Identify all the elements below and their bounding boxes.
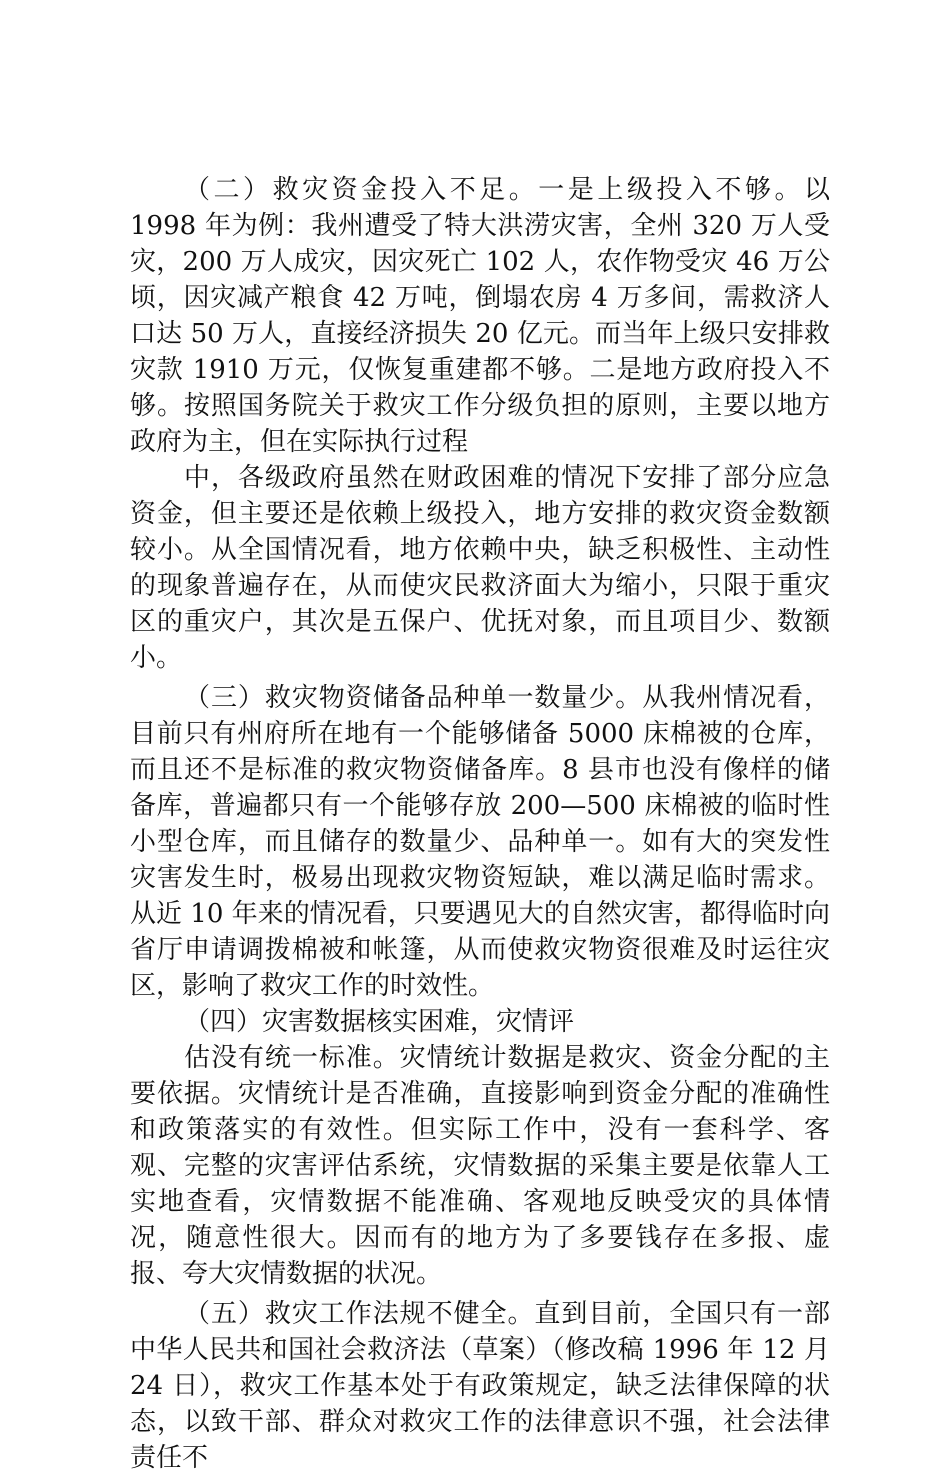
paragraph-data-verification-heading: （四）灾害数据核实困难，灾情评	[184, 1007, 575, 1037]
paragraph-assessment-standard: 估没有统一标准。灾情统计数据是救灾、资金分配的主要依据。灾情统计是否准确，直接影响到资金分配的准确性和政策落实的有效性。但实际工作中，没有一套科学、客观、完整的灾害评估系统，灾情数据的采集主要是依靠人工实地查看，灾情数据不能准确、客观地反映受灾的具体情况，随意性很大。因而有的地方为了多要钱存在多报、虚报、夸大灾情数据的状况。	[130, 1043, 830, 1289]
document-body	[130, 172, 830, 1476]
paragraph-material-reserve: （三）救灾物资储备品种单一数量少。从我州情况看，目前只有州府所在地有一个能够储备 5000 床棉被的仓库，而且还不是标准的救灾物资储备库。8 县市也没有像样的储备库，普遍都只有一个能够存放 200—500 床棉被的临时性小型仓库，而且储存的数量少、品种单一。如有大的突发性灾害发生时，极易出现救灾物资短缺，难以满足临时需求。从近 10 年来的情况看，只要遇见大的自然灾害，都得临时向省厅申请调拨棉被和帐篷，从而使救灾物资很难及时运往灾区，影响了救灾工作的时效性。	[130, 683, 830, 1001]
paragraph-funding-shortage: （二）救灾资金投入不足。一是上级投入不够。以 1998 年为例：我州遭受了特大洪涝灾害，全州 320 万人受灾，200 万人成灾，因灾死亡 102 人，农作物受灾 46 万公顷，因灾减产粮食 42 万吨，倒塌农房 4 万多间，需救济人口达 50 万人，直接经济损失 20 亿元。而当年上级只安排救灾款 1910 万元，仅恢复重建都不够。二是地方政府投入不够。按照国务院关于救灾工作分级负担的原则，主要以地方政府为主，但在实际执行过程	[130, 175, 830, 457]
paragraph-regulations: （五）救灾工作法规不健全。直到目前，全国只有一部中华人民共和国社会救济法（草案）（修改稿 1996 年 12 月 24 日），救灾工作基本处于有政策规定，缺乏法律保障的状态，以致干部、群众对救灾工作的法律意识不强，社会法律责任不	[130, 1299, 830, 1473]
paragraph-local-dependence: 中，各级政府虽然在财政困难的情况下安排了部分应急资金，但主要还是依赖上级投入，地方安排的救灾资金数额较小。从全国情况看，地方依赖中央，缺乏积极性、主动性的现象普遍存在，从而使灾民救济面大为缩小，只限于重灾区的重灾户，其次是五保户、优抚对象，而且项目少、数额小。	[130, 463, 830, 673]
